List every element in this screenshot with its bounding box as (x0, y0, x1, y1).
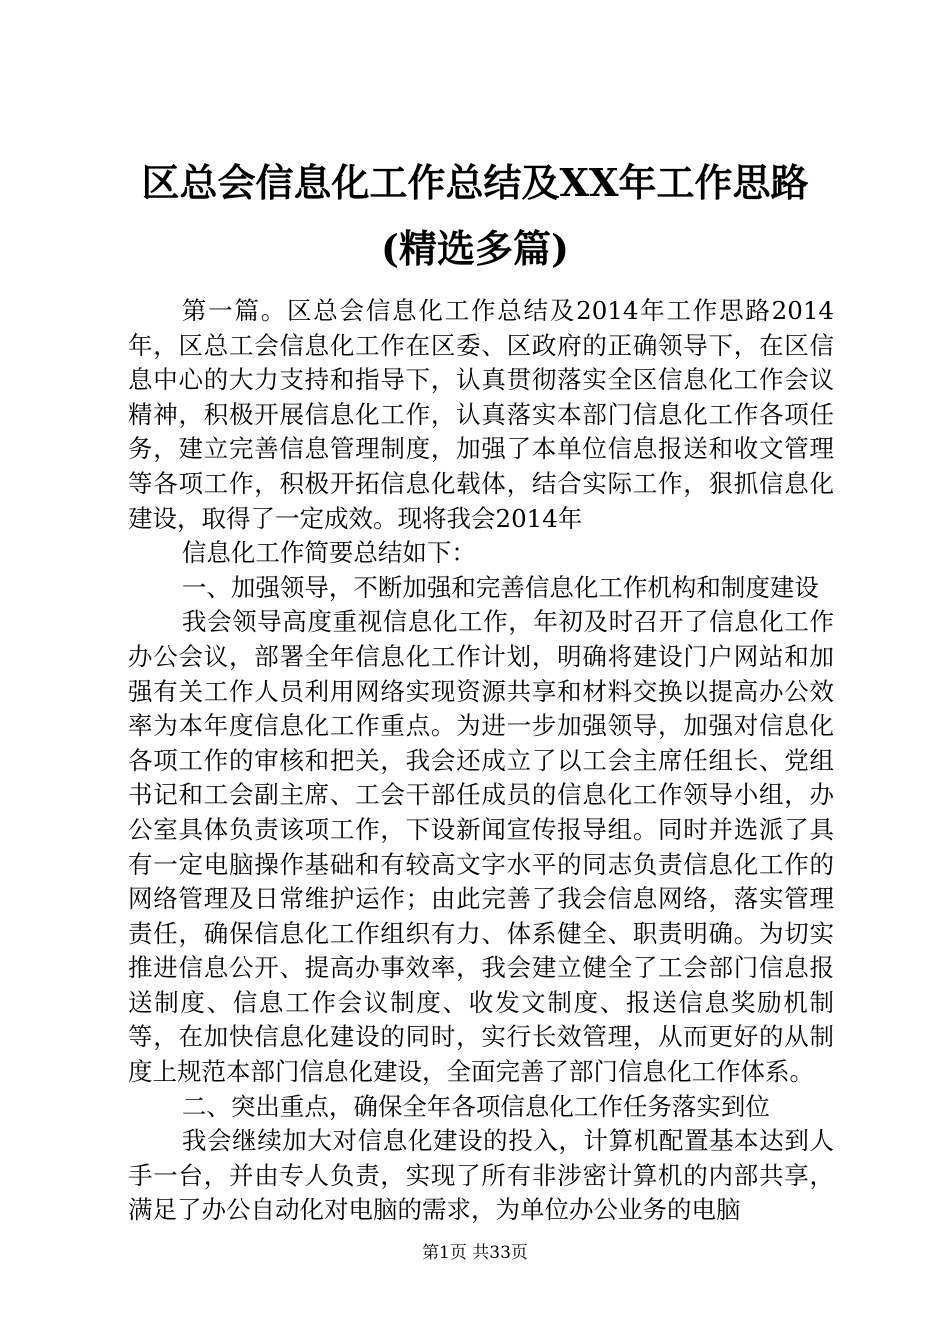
paragraph-section-2: 我会继续加大对信息化建设的投入，计算机配置基本达到人手一台，并由专人负责，实现了所有非涉密计算机的内部共享，满足了办公自动化对电脑的需求，为单位办公业务的电脑 (128, 1126, 834, 1225)
document-title: 区总会信息化工作总结及XX年工作思路(精选多篇) (141, 160, 809, 271)
paragraph-summary-lead: 信息化工作简要总结如下： (181, 538, 476, 568)
document-body (128, 294, 834, 1228)
section-heading-1: 一、加强领导，不断加强和完善信息化工作机构和制度建设 (181, 572, 819, 602)
section-heading-2: 二、突出重点，确保全年各项信息化工作任务落实到位 (181, 1091, 770, 1121)
page-footer: 第1页 共33页 (422, 1243, 528, 1263)
paragraph-intro: 第一篇。区总会信息化工作总结及2014年工作思路2014年，区总工会信息化工作在区委、区政府的正确领导下，在区信息中心的大力支持和指导下，认真贯彻落实全区信息化工作会议精神，积极开展信息化工作，认真落实本部门信息化工作各项任务，建立完善信息管理制度，加强了本单位信息报送和收文管理等各项工作，积极开拓信息化载体，结合实际工作，狠抓信息化建设，取得了一定成效。现将我会2014年 (128, 296, 834, 533)
paragraph-section-1: 我会领导高度重视信息化工作，年初及时召开了信息化工作办公会议，部署全年信息化工作计划，明确将建设门户网站和加强有关工作人员利用网络实现资源共享和材料交换以提高办公效率为本年度信息化工作重点。为进一步加强领导，加强对信息化各项工作的审核和把关，我会还成立了以工会主席任组长、党组书记和工会副主席、工会干部任成员的信息化工作领导小组，办公室具体负责该项工作，下设新闻宣传报导组。同时并选派了具有一定电脑操作基础和有较高文字水平的同志负责信息化工作的网络管理及日常维护运作；由此完善了我会信息网络，落实管理责任，确保信息化工作组织有力、体系健全、职责明确。为切实推进信息公开、提高办事效率，我会建立健全了工会部门信息报送制度、信息工作会议制度、收发文制度、报送信息奖励机制等，在加快信息化建设的同时，实行长效管理，从而更好的从制度上规范本部门信息化建设，全面完善了部门信息化工作体系。 (128, 607, 834, 1087)
